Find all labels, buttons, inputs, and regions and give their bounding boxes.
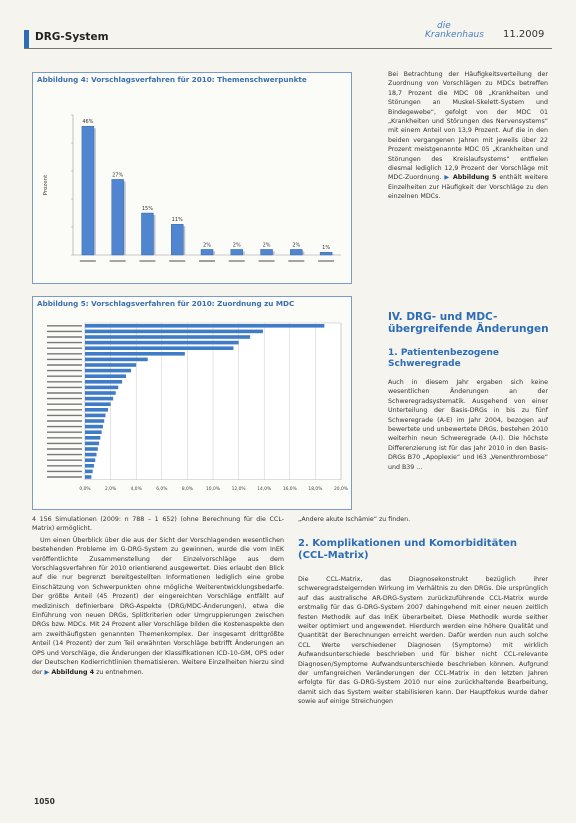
bar bbox=[85, 458, 95, 462]
y-axis-label: Prozent bbox=[43, 174, 49, 196]
subsection-1-text bbox=[388, 378, 548, 511]
subsection-1-heading-line-1: 1. Patientenbezogene bbox=[388, 348, 499, 358]
x-tick-label: 14,0% bbox=[257, 486, 272, 492]
issue-number: 11.2009 bbox=[503, 29, 545, 40]
bar-data-label: 27% bbox=[112, 172, 124, 179]
section-iv-heading bbox=[388, 311, 553, 335]
figure-5-reference[interactable]: Abbildung 5 bbox=[452, 174, 497, 182]
page-number: 1050 bbox=[34, 797, 55, 806]
arrow-icon: ▶ bbox=[444, 174, 451, 182]
x-tick-label: 20,0% bbox=[334, 486, 348, 492]
section-title: DRG-System bbox=[35, 31, 109, 43]
bar bbox=[261, 249, 273, 255]
journal-logo bbox=[425, 22, 484, 40]
bar bbox=[85, 363, 136, 367]
x-tick-label: 4,0% bbox=[130, 486, 142, 492]
bar bbox=[85, 324, 324, 328]
x-tick-label: 16,0% bbox=[282, 486, 297, 492]
logo-line-1: die bbox=[437, 21, 451, 31]
x-tick-label: 10,0% bbox=[206, 486, 220, 492]
bar bbox=[85, 358, 148, 362]
subsection-2-heading bbox=[298, 538, 550, 562]
bar bbox=[320, 252, 332, 255]
subsection-2-text bbox=[298, 575, 548, 797]
bar-data-label: 11% bbox=[171, 217, 183, 224]
bar bbox=[201, 249, 213, 255]
left-tail: zu entnehmen. bbox=[96, 668, 144, 676]
bar bbox=[141, 213, 153, 255]
bar bbox=[85, 464, 94, 468]
subsection-2-heading-line-2: (CCL-Matrix) bbox=[298, 550, 369, 561]
bar bbox=[85, 419, 104, 423]
bar bbox=[290, 249, 302, 255]
bar bbox=[85, 330, 263, 334]
bar-data-label: 46% bbox=[82, 119, 94, 126]
bar-data-label: 2% bbox=[232, 242, 241, 249]
bar bbox=[85, 352, 185, 356]
figure-4-chart bbox=[33, 87, 351, 282]
bar bbox=[85, 391, 116, 395]
bar-data-label: 1% bbox=[322, 245, 331, 252]
bar bbox=[85, 386, 118, 390]
x-tick-label: 8,0% bbox=[181, 486, 193, 492]
figure-5-chart bbox=[33, 311, 351, 507]
paragraph-tail: enthält weitere Einzelheiten zur Häufigkeit der Vorschläge zu den einzelnen MDCs. bbox=[388, 174, 548, 201]
bar-data-label: 2% bbox=[292, 242, 301, 249]
bar bbox=[85, 402, 111, 406]
x-tick-label: 18,0% bbox=[308, 486, 323, 492]
bar bbox=[85, 408, 108, 412]
bar bbox=[231, 249, 243, 255]
x-tick-label: 12,0% bbox=[231, 486, 246, 492]
figure-5 bbox=[32, 296, 352, 510]
bar bbox=[85, 397, 113, 401]
x-tick-label: 2,0% bbox=[105, 486, 117, 492]
bar bbox=[85, 453, 97, 457]
header-rule bbox=[24, 48, 552, 49]
left-column-text bbox=[32, 515, 284, 797]
bar-data-label: 15% bbox=[141, 206, 154, 212]
section-iv-heading-line-2: übergreifende Änderungen bbox=[388, 323, 549, 335]
section-iv-heading-line-1: IV. DRG- und MDC- bbox=[388, 311, 498, 323]
figure-4 bbox=[32, 72, 352, 284]
bar-data-label: 2% bbox=[262, 242, 271, 249]
bar bbox=[85, 430, 102, 434]
subsection-1-heading-line-2: Schweregrade bbox=[388, 359, 461, 369]
bar bbox=[85, 335, 250, 339]
bar bbox=[85, 447, 98, 451]
arrow-icon: ▶ bbox=[44, 668, 50, 676]
section-marker bbox=[24, 30, 29, 48]
figure-5-caption: Abbildung 5: Vorschlagsverfahren für 2010: Zuordnung zu MDC bbox=[37, 299, 295, 308]
bar bbox=[85, 442, 99, 446]
left-intro: 4 156 Simulationen (2009: n 788 – 1 652) (ohne Berechnung für die CCL-Matrix) ermöglicht. bbox=[32, 516, 284, 533]
bar bbox=[85, 374, 126, 378]
figure-4-reference[interactable]: Abbildung 4 bbox=[51, 668, 95, 676]
bar bbox=[85, 425, 103, 429]
bar bbox=[85, 470, 93, 474]
left-paragraph: Um einen Überblick über die aus der Sicht der Vorschlagenden wesentlichen bestehenden Probleme im G-DRG-System zu gewinnen, wurde die vom InEK veröffentlichte Zusammenstellung der Einzelvorschläge aus dem Vorschlagsverfahren für 2010 orientierend ausgewertet. Dies erlaubt den Blick auf die nur begrenzt bereitgestellten Informationen lediglich eine grobe Einschätzung von Schwerpunkten ohne mögliche Weiterentwicklungsbedarfe. Der größte Anteil (45 Prozent) der eingereichten Vorschläge entfällt auf medizinisch definierbare DRG-Aspekte (DRG/MDC-Änderungen), etwa die Einführung von neuen DRGs, Splitkriterien oder Umgruppierungen zwischen DRGs bzw. MDCs. Mit 24 Prozent aller Vorschläge bilden die Kostenaspekte den am zweithäufigsten genannten Themenkomplex. Der insgesamt drittgrößte Anteil (14 Prozent) der zum Teil erwähnten Vorschläge betrifft Änderungen an OPS und Vorschläge, die Änderungen der Klassifikationen ICD-10-GM, OPS oder der Deutschen Kodierrichtlinien thematisieren. Weitere Einzelheiten hierzu sind der bbox=[32, 536, 284, 676]
bar bbox=[85, 369, 131, 373]
bar bbox=[85, 341, 239, 345]
logo-line-2: Krankenhaus bbox=[425, 30, 484, 40]
right-column-top bbox=[388, 70, 548, 202]
subsection-1-tail: „Andere akute Ischämie“ zu finden. bbox=[298, 516, 411, 523]
bar bbox=[82, 126, 94, 255]
bar bbox=[85, 436, 100, 440]
bar-data-label: 2% bbox=[203, 242, 211, 249]
x-tick-label: 0,0% bbox=[79, 486, 91, 492]
bar bbox=[85, 414, 105, 418]
figure-4-caption: Abbildung 4: Vorschlagsverfahren für 2010: Themenschwerpunkte bbox=[37, 75, 307, 84]
bar bbox=[171, 224, 183, 255]
subsection-1-heading bbox=[388, 348, 553, 370]
subsection-1-paragraph: Auch in diesem Jahr ergaben sich keine wesentlichen Änderungen an der Schweregradsystematik. Ausgehend von einer Unterteilung der Basis-DRGs in bis zu fünf Schweregrade (A-E) im Jahr 2004, bezogen auf bewertete und unbewertete DRGs, bestehen 2010 weiterhin neun Schweregrade (A-I). Die höchste Differenzierung ist für das Jahr 2010 in den Basis-DRGs B70 „Apoplexie“ und I63 „Venenthrombose“ und B39 ... bbox=[388, 379, 548, 471]
subsection-2-paragraph: Die CCL-Matrix, das Diagnosekonstrukt bezüglich ihrer schweregradsteigernden Wirkung im Verhältnis zu den DRGs. Die ursprünglich auf das australische AR-DRG-System zurückzuführende CCL-Matrix wurde erstmalig für das G-DRG-System 2007 dahingehend mit einer neuen zeitlich festen Methodik auf das InEK überarbeitet. Diese Methodik wurde seither weiter optimiert und angewendet. Hierdurch werden eine höhere Qualität und Quantität der Berechnungen erreicht werden. Dafür werden nun auch solche CCL Werte verschiedener Diagnosen (Symptome) mit wirklich Aufwandsunterschiede beschrieben und für bisher nicht CCL-relevante Diagnosen/Symptome Aufwandsunterschiede beschrieben können. Aufgrund der umfangreichen Veränderungen der CCL-Matrix in den letzten Jahren erfolgte für das G-DRG-System 2010 nur eine zurückhaltende Bearbeitung, damit sich das System weiter stabilisieren kann. Der Hauptfokus wurde daher sowie auf einige Streichungen bbox=[298, 576, 548, 706]
bar bbox=[85, 380, 122, 384]
bar bbox=[85, 346, 233, 350]
x-tick-label: 6,0% bbox=[156, 486, 168, 492]
paragraph-mdc-distribution: Bei Betrachtung der Häufigkeitsverteilung der Zuordnung von Vorschlägen zu MDCs betreffen 18,7 Prozent die MDC 08 „Krankheiten und Störungen an Muskel-Skelett-System und Bindegewebe“, gefolgt von der MDC 01 „Krankheiten und Störungen des Nervensystems“ mit einem Anteil von 13,9 Prozent. Auf die in den beiden vergangenen Jahren mit jeweils über 22 Prozent meistgenannte MDC 05 „Krankheiten und Störungen des Kreislaufsystems“ entfielen diesmal lediglich 12,9 Prozent der Vorschläge mit MDC-Zuordnung. bbox=[388, 71, 548, 182]
bar bbox=[85, 475, 91, 479]
bar bbox=[112, 179, 124, 255]
subsection-2-heading-line-1: 2. Komplikationen und Komorbiditäten bbox=[298, 538, 518, 549]
